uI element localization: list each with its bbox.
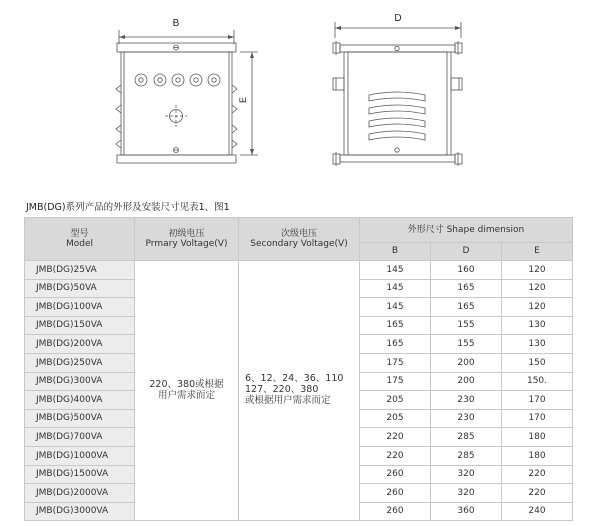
label-b: B bbox=[172, 18, 180, 29]
label-d: D bbox=[394, 13, 402, 24]
cell-e: 170 bbox=[502, 391, 573, 410]
cell-b: 205 bbox=[360, 409, 431, 428]
cell-d: 200 bbox=[431, 372, 502, 391]
cell-e: 120 bbox=[502, 261, 573, 280]
cell-e: 180 bbox=[502, 446, 573, 465]
cell-b: 220 bbox=[360, 428, 431, 447]
cell-model: JMB(DG)1500VA bbox=[25, 465, 135, 484]
bottom-bracket bbox=[117, 155, 236, 163]
cell-d: 200 bbox=[431, 353, 502, 372]
header-model-en: Model bbox=[65, 239, 94, 249]
cell-b: 205 bbox=[360, 391, 431, 410]
transformer-core bbox=[121, 52, 232, 155]
cell-e: 150 bbox=[502, 353, 573, 372]
cell-d: 285 bbox=[431, 428, 502, 447]
label-e: E bbox=[238, 96, 248, 104]
secondary-voltage-line-1: 6、12、24、36、110 bbox=[245, 373, 344, 385]
header-secondary-cn: 次级电压 bbox=[280, 228, 317, 239]
side-terminal-right bbox=[451, 78, 462, 90]
cell-model: JMB(DG)400VA bbox=[25, 391, 135, 410]
secondary-voltage-line-3: 或根据用户需求而定 bbox=[245, 395, 331, 407]
primary-voltage-line-2: 用户需求而定 bbox=[157, 389, 215, 401]
cell-b: 145 bbox=[360, 298, 431, 317]
cell-d: 320 bbox=[431, 484, 502, 503]
cell-e: 170 bbox=[502, 409, 573, 428]
cell-d: 155 bbox=[431, 316, 502, 335]
cell-model: JMB(DG)200VA bbox=[25, 335, 135, 354]
cell-d: 230 bbox=[431, 409, 502, 428]
secondary-voltage-line-2: 127、220、380 bbox=[245, 384, 319, 396]
cell-e: 220 bbox=[502, 484, 573, 503]
header-secondary-en: Secondary Voltage(V) bbox=[250, 239, 348, 249]
cell-e: 220 bbox=[502, 465, 573, 484]
cell-b: 260 bbox=[360, 484, 431, 503]
header-b: B bbox=[360, 243, 431, 261]
front-view bbox=[116, 30, 258, 163]
cell-model: JMB(DG)50VA bbox=[25, 279, 135, 298]
cell-e: 120 bbox=[502, 279, 573, 298]
cell-b: 175 bbox=[360, 353, 431, 372]
cell-d: 165 bbox=[431, 298, 502, 317]
cell-model: JMB(DG)3000VA bbox=[25, 502, 135, 521]
primary-voltage-line-1: 220、380或根据 bbox=[149, 378, 224, 390]
side-bottom-bracket bbox=[340, 155, 455, 162]
cell-e: 180 bbox=[502, 428, 573, 447]
header-secondary bbox=[239, 218, 360, 261]
cell-d: 165 bbox=[431, 279, 502, 298]
header-model bbox=[25, 218, 135, 261]
header-d: D bbox=[431, 243, 502, 261]
header-primary-cn: 初级电压 bbox=[168, 228, 205, 239]
cell-model: JMB(DG)25VA bbox=[25, 261, 135, 280]
cell-d: 155 bbox=[431, 335, 502, 354]
side-core bbox=[344, 52, 451, 155]
cell-model: JMB(DG)150VA bbox=[25, 316, 135, 335]
cell-model: JMB(DG)2000VA bbox=[25, 484, 135, 503]
cell-d: 285 bbox=[431, 446, 502, 465]
cell-d: 320 bbox=[431, 465, 502, 484]
side-terminal-left bbox=[333, 78, 344, 90]
cell-d: 160 bbox=[431, 261, 502, 280]
cell-e: 240 bbox=[502, 502, 573, 521]
cell-b: 175 bbox=[360, 372, 431, 391]
side-view bbox=[333, 22, 462, 166]
header-model-cn: 型号 bbox=[70, 228, 89, 239]
cell-b: 260 bbox=[360, 465, 431, 484]
cell-model: JMB(DG)250VA bbox=[25, 353, 135, 372]
cell-e: 130 bbox=[502, 316, 573, 335]
cell-d: 360 bbox=[431, 502, 502, 521]
cell-model: JMB(DG)1000VA bbox=[25, 446, 135, 465]
table-caption: JMB(DG)系列产品的外形及安装尺寸见表1、图1 bbox=[26, 202, 230, 213]
cell-b: 165 bbox=[360, 335, 431, 354]
cooling-fins bbox=[369, 92, 425, 140]
technical-drawing bbox=[0, 0, 600, 195]
spec-table bbox=[24, 217, 573, 521]
cell-b: 145 bbox=[360, 261, 431, 280]
cell-b: 260 bbox=[360, 502, 431, 521]
cell-e: 120 bbox=[502, 298, 573, 317]
header-shape-dimension: 外形尺寸 Shape dimension bbox=[360, 218, 573, 243]
header-primary bbox=[135, 218, 239, 261]
table-row bbox=[25, 261, 573, 280]
cell-model: JMB(DG)500VA bbox=[25, 409, 135, 428]
cell-model: JMB(DG)100VA bbox=[25, 298, 135, 317]
cell-b: 165 bbox=[360, 316, 431, 335]
cell-secondary-voltage bbox=[239, 261, 360, 521]
cell-d: 230 bbox=[431, 391, 502, 410]
cell-e: 130 bbox=[502, 335, 573, 354]
cell-e: 150. bbox=[502, 372, 573, 391]
cell-primary-voltage bbox=[135, 261, 239, 521]
cell-model: JMB(DG)300VA bbox=[25, 372, 135, 391]
header-primary-en: Prmary Voltage(V) bbox=[145, 239, 228, 249]
cell-model: JMB(DG)700VA bbox=[25, 428, 135, 447]
header-e: E bbox=[502, 243, 573, 261]
cell-b: 145 bbox=[360, 279, 431, 298]
cell-b: 220 bbox=[360, 446, 431, 465]
terminal-row bbox=[135, 74, 220, 86]
